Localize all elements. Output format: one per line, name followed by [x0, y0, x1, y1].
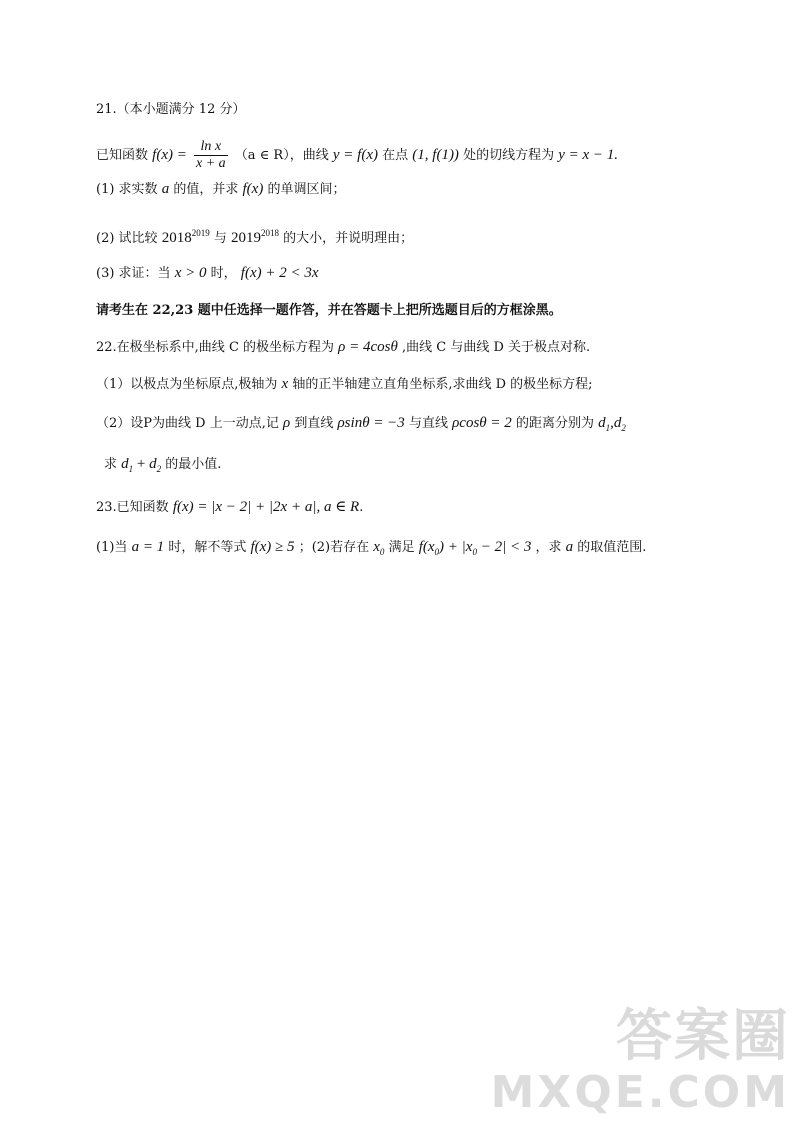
- q21-fraction: [194, 139, 228, 172]
- watermark-top-text: 答案圈: [616, 1004, 790, 1069]
- q23-p2-ineq-sub2: 0: [472, 547, 477, 557]
- q22-stem: [96, 338, 590, 357]
- q22-p2-sep: ,: [610, 415, 614, 431]
- q22-p2-text-a: （2）设P为曲线 D 上一动点,记: [96, 416, 279, 431]
- q23-stem: [96, 498, 363, 517]
- q21-p2-text-b: 的大小，并说明理由；: [283, 231, 414, 246]
- q21-at-point: 在点: [382, 148, 409, 163]
- q23-p2-ineq: [419, 539, 532, 555]
- q22-p2-d2-sub: 2: [621, 423, 626, 433]
- q22-p2-d1-sub: 1: [605, 423, 611, 433]
- q21-tangent-text: 处的切线方程为: [463, 148, 555, 163]
- q22-stem-text-a: 22.在极坐标系中,曲线 C 的极坐标方程为: [96, 340, 335, 355]
- q22-p2e-plus: +: [133, 456, 150, 472]
- q23-stem-end: .: [359, 500, 364, 515]
- q22-p2-d1-var: d: [598, 415, 606, 431]
- q23-p2-text-a: 满足: [388, 540, 415, 555]
- q21-p3-text-b: 时，: [210, 266, 237, 281]
- q22-p2-line1: ρsinθ = −3: [337, 415, 405, 431]
- q21-p2-power1: [162, 230, 210, 246]
- q23-p2-ineq-b: ) + |x: [439, 539, 473, 555]
- q21-p1-text-b: 的值，并求: [173, 182, 239, 197]
- q22-p1-text-a: （1）以极点为坐标原点,极轴为: [96, 377, 278, 392]
- q21-p2-text-a: (2) 试比较: [96, 231, 158, 246]
- q23-p1-text-b: 时，解不等式: [168, 540, 247, 555]
- q22-p2-text-c: 与直线: [408, 416, 448, 431]
- q23-p1-text-a: (1)当: [96, 540, 128, 555]
- q22-part2: [96, 414, 626, 437]
- q22-p1-x: x: [281, 376, 289, 392]
- q22-p2-line2: ρcosθ = 2: [452, 415, 512, 431]
- q21-p3-ineq: f(x) + 2 < 3x: [240, 265, 319, 281]
- q21-header: [96, 101, 245, 119]
- q22-p2e-d1-sub: 1: [128, 464, 134, 474]
- q22-p2e-d2-sub: 2: [156, 464, 162, 474]
- q21-frac-numerator: ln x: [194, 139, 228, 156]
- q22-stem-eq: ρ = 4cosθ: [338, 339, 398, 355]
- q21-part1: [96, 180, 345, 199]
- q21-point: (1, f(1)): [412, 147, 459, 163]
- q21-part3: [96, 264, 319, 283]
- q21-p2-exp2: 2018: [261, 228, 279, 238]
- answer-notice-text: 请考生在 22,23 题中任选择一题作答，并在答题卡上把所选题目后的方框涂黑。: [96, 303, 562, 318]
- q21-fx: f(x) =: [152, 147, 187, 163]
- q22-p2e-d1: d: [121, 456, 129, 472]
- q21-p2-base2: 2019: [231, 230, 261, 246]
- watermark-logo: [430, 1005, 790, 1125]
- q21-stem-text: 已知函数: [96, 148, 149, 163]
- q23-p1-ineq: f(x) ≥ 5: [250, 539, 295, 555]
- q23-parts: [96, 538, 646, 561]
- answer-notice: [96, 302, 562, 320]
- q23-p1-cond: a = 1: [131, 539, 165, 555]
- q21-p2-base1: 2018: [161, 230, 192, 246]
- q22-p2e-d2: d: [149, 456, 157, 472]
- q21-p2-mid: 与: [213, 231, 227, 246]
- q23-p2-x-sub: 0: [379, 547, 385, 557]
- q21-curve: y = f(x): [332, 147, 378, 163]
- q22-part1: [96, 375, 593, 394]
- q21-condition: （a ∈ R），曲线: [234, 148, 329, 163]
- q22-p2e-text-b: 的最小值.: [165, 457, 222, 472]
- q23-stem-eq: f(x) = |x − 2| + |2x + a|, a ∈ R: [172, 499, 360, 515]
- q21-p2-exp1: 2019: [191, 228, 210, 238]
- q23-p1-text-c: ；(2)若存在: [298, 540, 370, 555]
- q21-p2-power2: [231, 230, 279, 246]
- q21-p1-var: a: [161, 181, 170, 197]
- q21-stem: [96, 138, 618, 172]
- watermark-bottom-text: MXQE.COM: [490, 1067, 790, 1118]
- q23-p2-ineq-sub1: 0: [434, 547, 440, 557]
- q23-p2-var: a: [565, 539, 574, 555]
- q23-p2-ineq-a: f(x: [418, 539, 435, 555]
- q22-stem-text-b: ,曲线 C 与曲线 D 关于极点对称.: [402, 340, 591, 355]
- q22-p2-text-d: 的距离分别为: [515, 416, 594, 431]
- q21-header-text: 21.（本小题满分 12 分）: [96, 102, 246, 117]
- q23-stem-text: 23.已知函数: [96, 500, 169, 515]
- q21-p3-cond: x > 0: [174, 265, 207, 281]
- q22-p2-text-b: 到直线: [294, 416, 334, 431]
- q21-p1-text-c: 的单调区间；: [267, 182, 346, 197]
- q22-p2-rho: ρ: [282, 415, 291, 431]
- q22-p2-d2-var: d: [613, 415, 622, 431]
- q22-p1-text-b: 轴的正半轴建立直角坐标系,求曲线 D 的极坐标方程;: [292, 377, 593, 392]
- q23-p2-text-c: 的取值范围.: [577, 540, 647, 555]
- q22-part2-cont: [104, 455, 221, 478]
- q21-frac-denominator: x + a: [195, 156, 226, 171]
- q23-p2-text-b: ，求: [535, 540, 562, 555]
- q22-p2e-text-a: 求: [104, 457, 118, 472]
- q21-p1-f: f(x): [242, 181, 264, 197]
- q21-p1-text-a: (1) 求实数: [96, 182, 158, 197]
- q22-p2-d1: [598, 415, 626, 431]
- q21-p3-text-a: (3) 求证：当: [96, 266, 171, 281]
- q22-p2e-sum: [121, 456, 161, 472]
- q23-p2-x0: [373, 539, 384, 555]
- q23-p2-ineq-c: − 2| < 3: [476, 539, 532, 555]
- q23-p2-x-var: x: [373, 539, 380, 555]
- q21-tangent-eq: y = x − 1.: [558, 147, 619, 163]
- q21-part2: [96, 224, 413, 248]
